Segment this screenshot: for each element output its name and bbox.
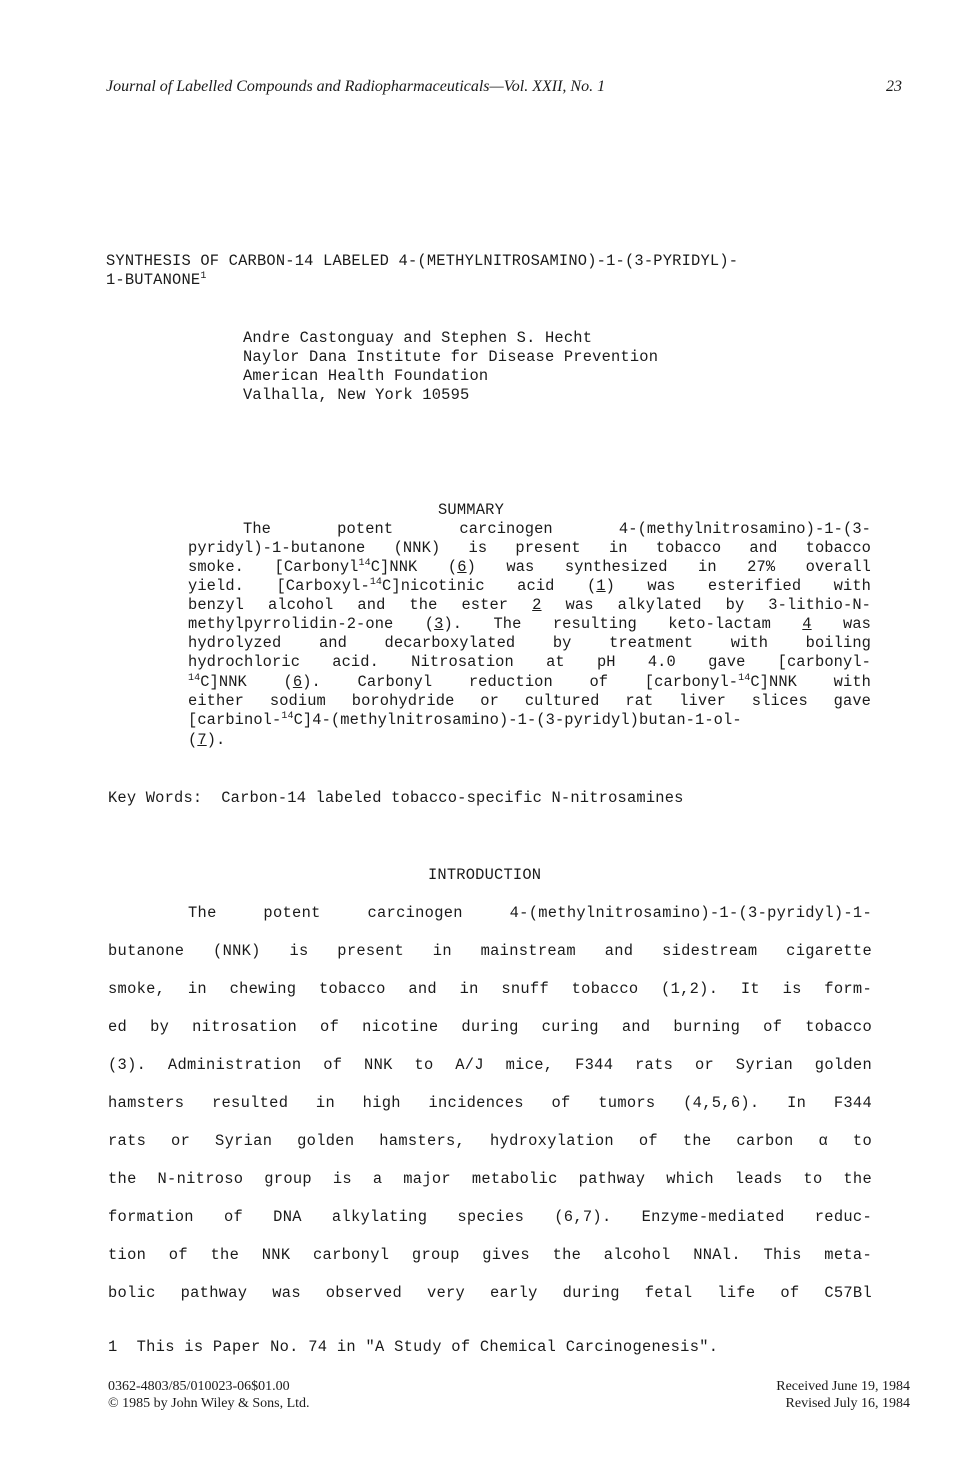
intro-line-5: (3). Administration of NNK to A/J mice, F344 rats or Syrian golden (108, 1056, 872, 1074)
author-names: Andre Castonguay and Stephen S. Hecht (243, 329, 593, 347)
summary-line-9: $^{14}$C]NNK (6). Carbonyl reduction of [carbonyl-$^{14}$C]NNK with (188, 673, 871, 691)
article-code: 0362-4803/85/010023-06$01.00 (108, 1379, 290, 1394)
summary-line-10: either sodium borohydride or cultured rat liver slices gave (188, 692, 871, 710)
author-institute: Naylor Dana Institute for Disease Prevention (243, 348, 659, 366)
summary-line-6: methylpyrrolidin-2-one (3). The resulting keto-lactam 4 was (188, 615, 872, 633)
intro-line-9: formation of DNA alkylating species (6,7). Enzyme-mediated reduc- (108, 1208, 872, 1226)
summary-line-4: yield. [Carboxyl-$^{14}$C]nicotinic acid (1) was esterified with (188, 577, 872, 595)
author-foundation: American Health Foundation (243, 367, 489, 385)
author-location: Valhalla, New York 10595 (243, 386, 470, 404)
key-words-label: Key Words: (108, 789, 203, 807)
key-words-text: Carbon-14 labeled tobacco-specific N-nitrosamines (221, 789, 684, 807)
summary-line-7: hydrolyzed and decarboxylated by treatment with boiling (188, 634, 871, 652)
intro-line-1: The potent carcinogen 4-(methylnitrosamino)-1-(3-pyridyl)-1- (188, 904, 872, 922)
intro-line-6: hamsters resulted in high incidences of tumors (4,5,6). In F344 (108, 1094, 872, 1112)
page-number: 23 (886, 78, 902, 95)
author-block (243, 329, 658, 405)
journal-header: Journal of Labelled Compounds and Radiopharmaceuticals—Vol. XXII, No. 1 (106, 78, 606, 95)
footer-left (108, 1378, 310, 1412)
footer-right (776, 1378, 910, 1412)
summary-line-1: The potent carcinogen 4-(methylnitrosamino)-1-(3- (243, 520, 871, 538)
intro-line-2: butanone (NNK) is present in mainstream and sidestream cigarette (108, 942, 872, 960)
article-title-line-1: SYNTHESIS OF CARBON-14 LABELED 4-(METHYLNITROSAMINO)-1-(3-PYRIDYL)- (106, 252, 739, 270)
copyright: © 1985 by John Wiley & Sons, Ltd. (108, 1396, 310, 1411)
summary-line-11: [carbinol-$^{14}$C]4-(methylnitrosamino)-1-(3-pyridyl)butan-1-ol- (188, 711, 742, 729)
footnote: 1 This is Paper No. 74 in "A Study of Chemical Carcinogenesis". (108, 1338, 719, 1356)
article-title-line-2: 1-BUTANONE$^1$ (106, 271, 207, 289)
summary-line-3: smoke. [Carbonyl$^{14}$C]NNK (6) was synthesized in 27% overall (188, 558, 872, 576)
summary-heading: SUMMARY (438, 501, 505, 519)
summary-line-2: pyridyl)-1-butanone (NNK) is present in tobacco and tobacco (188, 539, 871, 557)
intro-line-8: the N-nitroso group is a major metabolic pathway which leads to the (108, 1170, 872, 1188)
intro-line-4: ed by nitrosation of nicotine during curing and burning of tobacco (108, 1018, 872, 1036)
intro-line-11: bolic pathway was observed very early during fetal life of C57Bl (108, 1284, 872, 1302)
intro-line-10: tion of the NNK carbonyl group gives the alcohol NNAl. This meta- (108, 1246, 872, 1264)
summary-line-5: benzyl alcohol and the ester 2 was alkylated by 3-lithio-N- (188, 596, 871, 614)
intro-line-3: smoke, in chewing tobacco and in snuff tobacco (1,2). It is form- (108, 980, 872, 998)
intro-line-7: rats or Syrian golden hamsters, hydroxylation of the carbon α to (108, 1132, 872, 1150)
revised-date: Revised July 16, 1984 (785, 1396, 910, 1411)
summary-line-8: hydrochloric acid. Nitrosation at pH 4.0 gave [carbonyl- (188, 653, 871, 671)
key-words (108, 789, 684, 807)
received-date: Received June 19, 1984 (776, 1379, 910, 1394)
introduction-heading: INTRODUCTION (428, 866, 542, 884)
summary-line-12: (7). (188, 731, 226, 749)
title-footnote-marker: 1 (200, 271, 207, 282)
